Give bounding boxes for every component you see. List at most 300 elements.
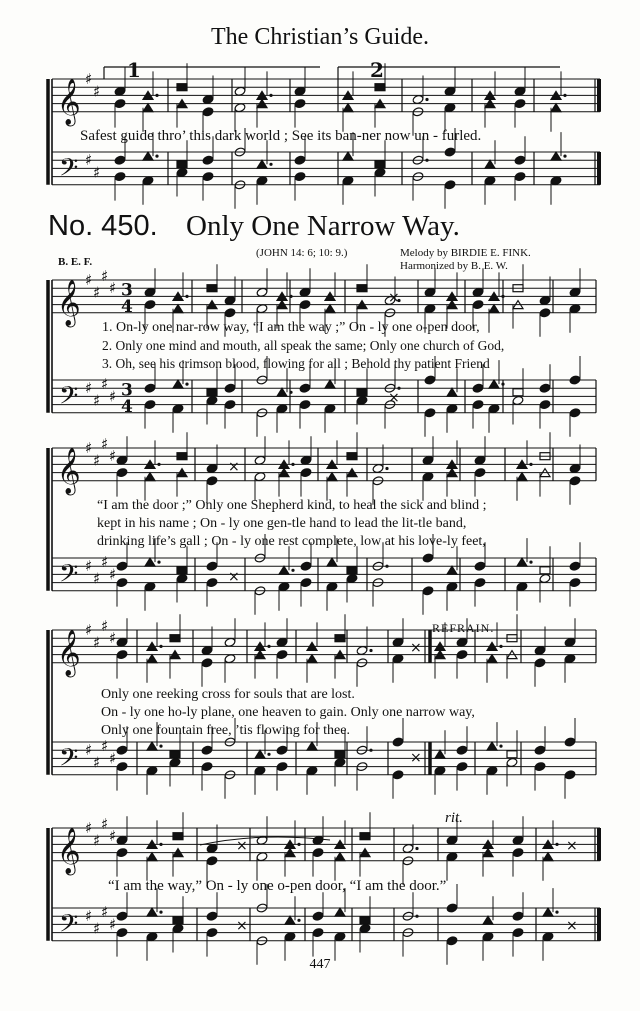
treble-clef: 𝄞 [57,78,81,125]
refrain-label: REFRAIN. [432,621,495,635]
treble-clef: 𝄞 [57,279,81,326]
dot [297,919,300,922]
time-sig-top: 3 [121,280,133,301]
bass-clef: 𝄢 [59,153,79,189]
slur [200,837,330,845]
note-head [144,582,156,592]
note-head [569,561,581,571]
note-head [169,757,181,767]
note-head [294,155,306,165]
sharp-sign: ♯ [109,279,117,298]
note-head [512,848,524,858]
note-head [486,766,498,776]
note-head [116,455,128,465]
note-head [485,160,495,168]
note-head [202,155,214,165]
note-head [114,99,126,109]
note-head [446,404,458,414]
note-head [300,468,312,478]
note-head [327,473,337,481]
note-head [342,176,354,186]
rest-mark: × [388,390,400,406]
author-initials: B. E. F. [58,256,93,268]
note-head [512,395,524,405]
rest-mark: × [236,838,248,854]
note-head [422,553,434,563]
note-head [542,932,554,942]
note-head [307,655,317,663]
note-head [434,766,446,776]
dot [269,94,272,97]
note-head [551,104,561,112]
note-head [276,745,288,755]
note-head [412,94,424,104]
note-head [278,582,290,592]
note-head [116,848,128,858]
note-head [446,582,458,592]
note-head [564,654,576,664]
dot [369,749,372,752]
note-head [145,558,155,566]
dot [291,569,294,572]
note-head [277,388,287,396]
note-head [484,176,496,186]
note-head [487,655,497,663]
dot [289,295,292,298]
note-head [206,561,218,571]
note-head [335,908,345,916]
note-head [512,911,524,921]
note-head [446,903,458,913]
second-ending-number: 2 [370,58,384,82]
note-head [206,476,218,486]
note-head [517,473,527,481]
rest-mark: × [566,838,578,854]
note-head [325,305,335,313]
hymn-title: Only One Narrow Way. [186,210,460,242]
note-head [392,737,404,747]
note-head [444,103,456,113]
dot [159,745,162,748]
note-head [224,400,236,410]
note-head [146,932,158,942]
note-head [312,911,324,921]
note-head [564,637,576,647]
note-head [569,287,581,297]
note-head [346,573,358,583]
note-head [172,923,184,933]
note-head [334,932,346,942]
note-head [472,300,484,310]
note-head [564,737,576,747]
note-head [482,932,494,942]
sharp-sign: ♯ [85,621,93,639]
dot [501,295,504,298]
note-head [447,388,457,396]
note-head [569,463,581,473]
note-head [177,84,187,91]
note-head [347,567,357,574]
note-head [324,404,336,414]
note-head [224,637,236,647]
note-head [294,172,306,182]
note-head [446,852,458,862]
note-head [424,304,436,314]
system1-verse3: 3. Oh, see his crimson blood, flowing for all ; Behold thy patient Friend [102,356,490,371]
note-head [424,287,436,297]
note-head [312,848,324,858]
note-head [147,655,157,663]
note-head [392,637,404,647]
note-head [456,745,468,755]
note-head [435,750,445,758]
note-head [206,928,218,938]
note-head [206,911,218,921]
note-head [422,455,434,465]
note-head [312,928,324,938]
dot [269,163,272,166]
sharp-sign: ♯ [101,616,109,635]
dot [155,155,158,158]
system3-verse3: Only one fountain free, ’tis flowing for thee. [101,723,350,738]
sharp-sign: ♯ [93,919,101,938]
dot [159,843,162,846]
hymn-number: No. 450. [48,210,158,242]
sharp-sign: ♯ [93,391,101,410]
note-head [299,300,311,310]
time-sig-bottom: 4 [121,296,133,317]
note-head [276,404,288,414]
note-head [114,172,126,182]
system2-verse3: drinking life’s gall ; On - ly one rest complete, low at his love-ly feet, [97,534,486,549]
note-head [285,916,295,924]
note-head [569,578,581,588]
note-head [456,637,468,647]
note-head [276,650,288,660]
note-head [325,380,335,388]
note-head [392,654,404,664]
note-head [456,650,468,660]
note-head [224,383,236,393]
note-head [146,766,158,776]
sharp-sign: ♯ [109,749,117,768]
note-head [424,408,436,418]
note-head [276,637,288,647]
note-head [489,305,499,313]
note-head [147,908,157,916]
scripture-reference: (JOHN 14: 6; 10: 9.) [256,247,348,259]
note-head [489,380,499,388]
note-head [569,375,581,385]
note-head [143,104,153,112]
note-head [569,408,581,418]
note-head [144,287,156,297]
sharp-sign: ♯ [93,569,101,588]
note-head [569,476,581,486]
note-head [507,751,517,758]
note-head [514,86,526,96]
note-head [550,176,562,186]
note-head [279,566,289,574]
sharp-sign: ♯ [101,737,109,756]
rest-mark: × [388,290,400,306]
sharp-sign: ♯ [85,907,93,926]
note-head [170,751,180,758]
note-head [444,86,456,96]
system2-verse2: kept in his name ; On - ly one gen-tle hand to lead the lit-tle band, [97,516,467,531]
note-head [474,455,486,465]
sharp-sign: ♯ [85,439,93,457]
sharp-sign: ♯ [93,163,101,182]
note-head [357,389,367,396]
note-head [202,107,214,117]
dot [297,843,300,846]
note-head [422,472,434,482]
note-head [173,833,183,840]
note-head [512,835,524,845]
note-head [343,104,353,112]
note-head [543,908,553,916]
sharp-sign: ♯ [101,375,109,394]
note-head [116,928,128,938]
note-head [343,152,353,160]
note-head [360,917,370,924]
dot [185,383,188,386]
sharp-sign: ♯ [109,447,117,466]
note-head [256,304,268,314]
note-head [256,287,268,297]
sharp-sign: ♯ [85,379,93,398]
sharp-sign: ♯ [85,741,93,760]
note-head [299,400,311,410]
note-head [224,295,236,305]
dot [563,155,566,158]
note-head [326,582,338,592]
note-head [294,86,306,96]
note-head [145,473,155,481]
note-head [142,176,154,186]
note-head [539,383,551,393]
dot [529,463,532,466]
note-head [487,742,497,750]
dot [291,463,294,466]
note-head [444,180,456,190]
sharp-sign: ♯ [109,565,117,584]
note-head [392,770,404,780]
system3-verse2: On - ly one ho-ly plane, one heaven to gain. Only one narrow way, [101,705,475,720]
sharp-sign: ♯ [93,831,101,850]
dot [159,911,162,914]
dot [385,467,388,470]
note-head [201,745,213,755]
dot [499,645,502,648]
note-head [306,766,318,776]
note-head [177,161,187,168]
note-head [144,400,156,410]
note-head [207,389,217,396]
system4-lyric: “I am the way,” On - ly one o-pen door, “I am the door.” [108,878,447,894]
note-head [206,463,218,473]
dot [499,745,502,748]
note-head [356,645,368,655]
note-head [375,161,385,168]
note-head [202,172,214,182]
sharp-sign: ♯ [93,82,101,101]
note-head [474,468,486,478]
note-head [514,155,526,165]
note-head [356,395,368,405]
note-head [534,658,546,668]
note-head [512,928,524,938]
note-head [483,916,493,924]
sharp-sign: ♯ [93,753,101,772]
sharp-sign: ♯ [85,557,93,576]
note-head [147,742,157,750]
note-head [234,103,246,113]
dot [555,843,558,846]
melody-credit: Melody by BIRDIE E. FINK. [400,247,531,259]
sharp-sign: ♯ [101,553,109,572]
note-head [173,380,183,388]
note-head [446,835,458,845]
note-head [472,287,484,297]
note-head [177,567,187,574]
note-head [224,308,236,318]
note-head [335,853,345,861]
note-head [335,635,345,642]
sharp-sign: ♯ [101,814,109,833]
note-head [206,578,218,588]
note-head [177,453,187,460]
note-head [312,835,324,845]
note-head [116,578,128,588]
note-head [173,917,183,924]
note-head [334,757,346,767]
sharp-sign: ♯ [101,903,109,922]
rest-mark: × [566,918,578,934]
dot [157,561,160,564]
dot [563,94,566,97]
note-head [172,404,184,414]
page-number: 447 [309,957,331,972]
dot [155,94,158,97]
dot [425,98,428,101]
sharp-sign: ♯ [85,271,93,289]
rest-mark: × [228,569,240,585]
note-head [564,770,576,780]
note-head [506,757,518,767]
note-head [299,383,311,393]
note-head [514,99,526,109]
note-head [116,468,128,478]
note-head [116,650,128,660]
note-head [472,400,484,410]
sharp-sign: ♯ [101,266,109,285]
note-head [300,561,312,571]
note-head [456,762,468,772]
note-head [446,936,458,946]
note-head [447,566,457,574]
note-head [276,762,288,772]
note-head [116,745,128,755]
note-head [569,304,581,314]
note-head [114,155,126,165]
note-head [116,637,128,647]
note-head [516,582,528,592]
note-head [201,658,213,668]
harmony-credit: Harmonized by B. E. W. [400,260,508,272]
note-head [335,751,345,758]
note-head [254,766,266,776]
sharp-sign: ♯ [93,283,101,302]
note-head [114,86,126,96]
system2-verse1: “I am the door ;” Only one Shepherd kind, to heal the sick and blind ; [97,498,487,513]
note-head [300,578,312,588]
note-head [374,167,386,177]
note-head [540,567,550,574]
note-head [224,654,236,664]
sharp-sign: ♯ [109,387,117,406]
sharp-sign: ♯ [109,827,117,846]
dot [415,847,418,850]
time-sig-top: 3 [121,380,133,401]
note-head [514,172,526,182]
note-head [347,453,357,460]
note-head [513,389,523,396]
note-head [424,375,436,385]
time-sig-bottom: 4 [121,396,133,417]
dot [289,391,292,394]
note-head [173,305,183,313]
rest-mark: × [228,459,240,475]
note-head [474,578,486,588]
note-head [206,843,218,853]
dot [369,649,372,652]
note-head [116,911,128,921]
note-head [543,853,553,861]
sharp-sign: ♯ [93,451,101,470]
treble-clef: 𝄞 [57,629,81,676]
note-head [488,404,500,414]
note-head [234,86,246,96]
treble-clef: 𝄞 [57,447,81,494]
note-head [254,455,266,465]
note-head [539,573,551,583]
note-head [402,843,414,853]
note-head [147,853,157,861]
note-head [201,762,213,772]
note-head [206,395,218,405]
note-head [307,742,317,750]
bass-clef: 𝄢 [59,743,79,779]
bass-clef: 𝄢 [59,909,79,945]
sharp-sign: ♯ [109,915,117,934]
bass-clef: 𝄢 [59,381,79,417]
note-head [534,762,546,772]
first-ending-number: 1 [127,58,141,82]
note-head [116,835,128,845]
note-head [551,152,561,160]
note-head [294,99,306,109]
note-head [444,147,456,157]
note-head [359,923,371,933]
note-head [176,573,188,583]
prev-hymn-lyric: Safest guide thro’ this dark world ; See its ban-ner now un - furled. [80,128,482,144]
note-head [257,160,267,168]
note-head [517,558,527,566]
dot [185,295,188,298]
dot [385,565,388,568]
